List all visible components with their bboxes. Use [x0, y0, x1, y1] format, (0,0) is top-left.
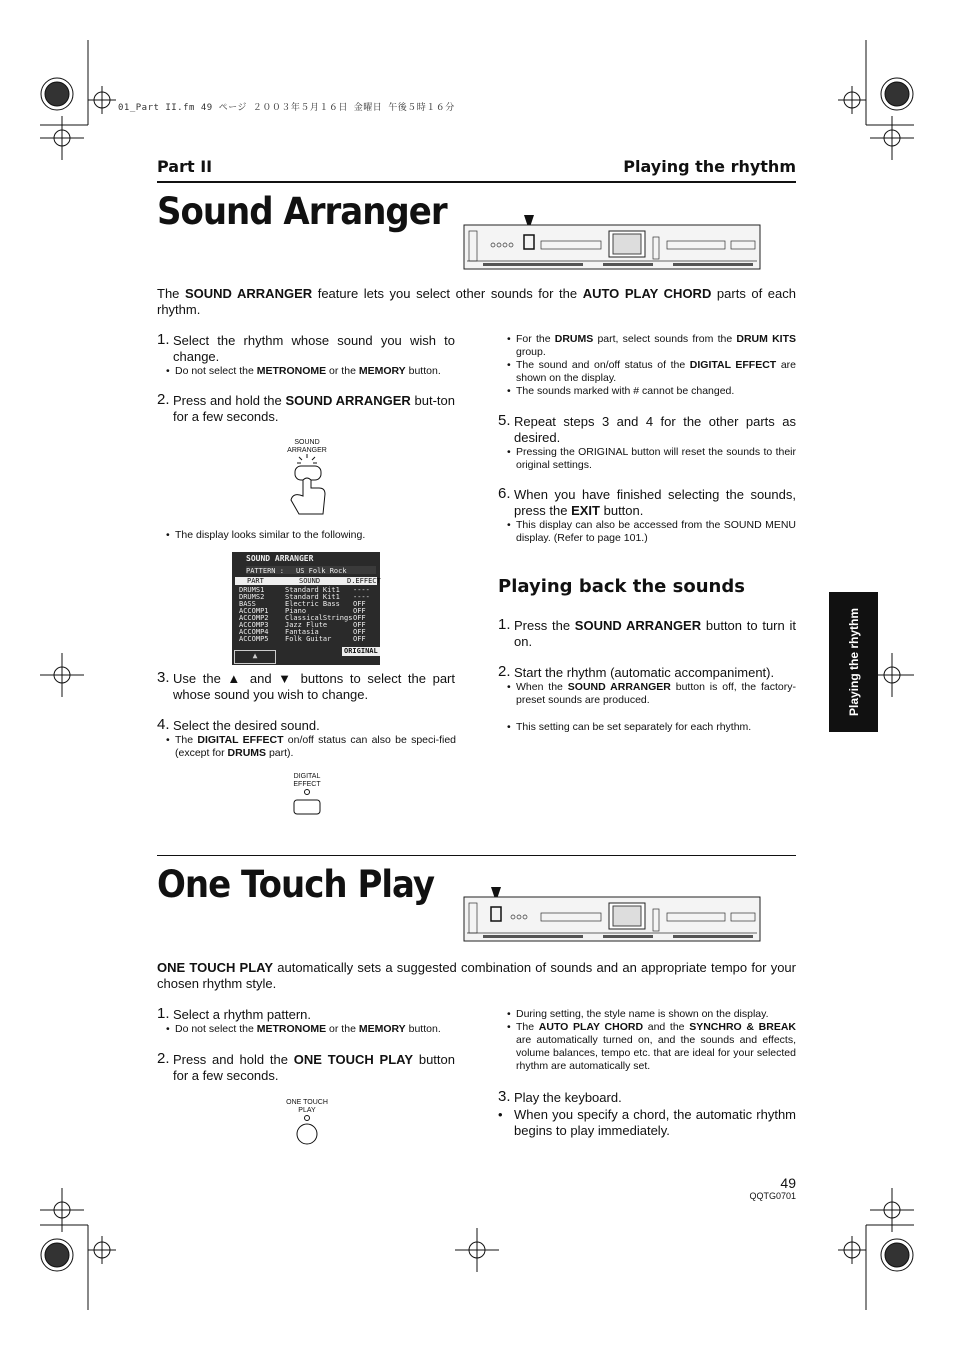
lcd-cell-sound: Fantasia	[285, 628, 319, 636]
lcd-col-part: PART	[247, 577, 264, 585]
lcd-row	[235, 636, 377, 643]
sa-step-6: 6. When you have finished selecting the sounds, press the EXIT button.	[498, 485, 796, 518]
panel-illustration-one-touch	[463, 887, 761, 942]
lcd-cell-effect: OFF	[353, 614, 366, 622]
sa-right-note-1: • For the DRUMS part, select sounds from the DRUM KITS group.	[507, 333, 796, 358]
lcd-cell-effect: OFF	[353, 621, 366, 629]
lcd-cell-sound: ClassicalStrings	[285, 614, 353, 622]
lcd-cell-effect: ----	[353, 586, 370, 594]
sa-step-1: 1. Select the rhythm whose sound you wish to change.	[157, 331, 455, 364]
pb-step-1: 1. Press the SOUND ARRANGER button to turn it on.	[498, 616, 796, 649]
pb-note-3: • This setting can be set separately for each rhythm.	[507, 721, 752, 733]
lcd-cell-effect: OFF	[353, 607, 366, 615]
one-touch-play-button-label: ONE TOUCH PLAY	[286, 1099, 328, 1114]
section-rule	[157, 855, 796, 856]
lcd-cell-sound: Electric Bass	[285, 600, 340, 608]
sound-arranger-button-label: SOUND ARRANGER	[287, 439, 327, 454]
lcd-cell-part: DRUMS1	[239, 586, 265, 594]
section-title-one-touch-play: One Touch Play	[157, 863, 435, 907]
lcd-cell-part: ACCOMP3	[239, 621, 269, 629]
subsection-title-playing-back: Playing back the sounds	[498, 576, 745, 597]
otp-bullet-3: • When you specify a chord, the automatic rhythm begins to play immediately.	[498, 1107, 796, 1138]
file-header: 01_Part II.fm 49 ページ ２００３年５月１６日 金曜日 午後５時１６分	[118, 103, 455, 113]
lcd-arrow-icon: ▲	[234, 650, 276, 664]
sa-step-3: 3. Use the ▲ and ▼ buttons to select the part whose sound you wish to change.	[157, 669, 455, 702]
sa-right-note-2: • The sound and on/off status of the DIGITAL EFFECT are shown on the display.	[507, 359, 796, 384]
chapter-label: Playing the rhythm	[623, 157, 796, 176]
lcd-pattern-label: PATTERN :	[246, 567, 284, 575]
lcd-cell-effect: ----	[353, 593, 370, 601]
sa-step-4: 4. Select the desired sound.	[157, 716, 320, 733]
one-touch-play-button-icon	[292, 1114, 322, 1146]
page-number: 49	[780, 1175, 796, 1191]
sa-note-display: • The display looks similar to the following.	[166, 529, 366, 541]
otp-note-1: • Do not select the METRONOME or the MEMORY button.	[166, 1023, 441, 1035]
otp-right-note-1: • During setting, the style name is shown on the display.	[507, 1008, 769, 1020]
lcd-original-button: ORIGINAL	[344, 647, 378, 655]
lcd-col-effect: D.EFFECT	[347, 577, 381, 585]
sa-step-5: 5. Repeat steps 3 and 4 for the other parts as desired.	[498, 412, 796, 445]
lcd-cell-sound: Piano	[285, 607, 307, 615]
side-tab: Playing the rhythm	[829, 592, 878, 732]
intro-sound-arranger: The SOUND ARRANGER feature lets you select other sounds for the AUTO PLAY CHORD parts of each rhythm.	[157, 286, 796, 317]
lcd-cell-sound: Standard Kit1	[285, 593, 340, 601]
digital-effect-label: DIGITAL EFFECT	[293, 773, 321, 788]
digital-effect-button-icon	[292, 788, 322, 816]
otp-right-note-2: • The AUTO PLAY CHORD and the SYNCHRO & BREAK are automatically turned on, and the sounds and effects, volume balances, tempo etc. that are ideal for your selected rhythm are automatically set.	[507, 1021, 796, 1072]
lcd-col-sound: SOUND	[299, 577, 321, 585]
lcd-pattern-value: US Folk Rock	[296, 567, 347, 575]
lcd-cell-effect: OFF	[353, 628, 366, 636]
lcd-cell-part: DRUMS2	[239, 593, 265, 601]
sa-note-6: • This display can also be accessed from the SOUND MENU display. (Refer to page 101.)	[507, 519, 796, 544]
lcd-title: SOUND ARRANGER	[246, 554, 314, 563]
otp-step-2: 2. Press and hold the ONE TOUCH PLAY button for a few seconds.	[157, 1050, 455, 1083]
lcd-cell-effect: OFF	[353, 600, 366, 608]
panel-diagram	[463, 887, 761, 942]
intro-one-touch-play: ONE TOUCH PLAY automatically sets a suggested combination of sounds and an appropriate tempo for your chosen rhythm style.	[157, 960, 796, 991]
lcd-cell-part: BASS	[239, 600, 256, 608]
doc-code: QQTG0701	[749, 1191, 796, 1201]
lcd-cell-sound: Standard Kit1	[285, 586, 340, 594]
section-title-sound-arranger: Sound Arranger	[157, 190, 447, 234]
lcd-rows	[235, 587, 377, 643]
otp-step-1: 1. Select a rhythm pattern.	[157, 1005, 312, 1022]
lcd-cell-part: ACCOMP1	[239, 607, 269, 615]
sa-note-4: • The DIGITAL EFFECT on/off status can also be speci-fied (except for DRUMS part).	[166, 734, 457, 759]
pb-step-2: 2. Start the rhythm (automatic accompaniment).	[498, 663, 775, 680]
lcd-cell-part: ACCOMP2	[239, 614, 269, 622]
lcd-cell-sound: Jazz Flute	[285, 621, 328, 629]
panel-diagram	[463, 215, 761, 270]
lcd-cell-part: ACCOMP4	[239, 628, 269, 636]
sa-note-5: • Pressing the ORIGINAL button will reset the sounds to their original settings.	[507, 446, 796, 471]
lcd-cell-part: ACCOMP5	[239, 635, 269, 643]
lcd-cell-sound: Folk Guitar	[285, 635, 332, 643]
hand-press-icon	[283, 452, 333, 516]
sa-step-2: 2. Press and hold the SOUND ARRANGER but-ton for a few seconds.	[157, 391, 455, 424]
otp-step-3: 3. Play the keyboard.	[498, 1088, 622, 1105]
pb-note-2: • When the SOUND ARRANGER button is off, the factory-preset sounds are produced.	[507, 681, 796, 706]
panel-illustration-sound-arranger	[463, 215, 761, 270]
lcd-cell-effect: OFF	[353, 635, 366, 643]
sa-right-note-3: • The sounds marked with # cannot be changed.	[507, 385, 735, 397]
lcd-display	[232, 552, 380, 665]
part-label: Part II	[157, 157, 213, 176]
sa-note-1: • Do not select the METRONOME or the MEMORY button.	[166, 365, 441, 377]
header-rule	[157, 181, 796, 183]
